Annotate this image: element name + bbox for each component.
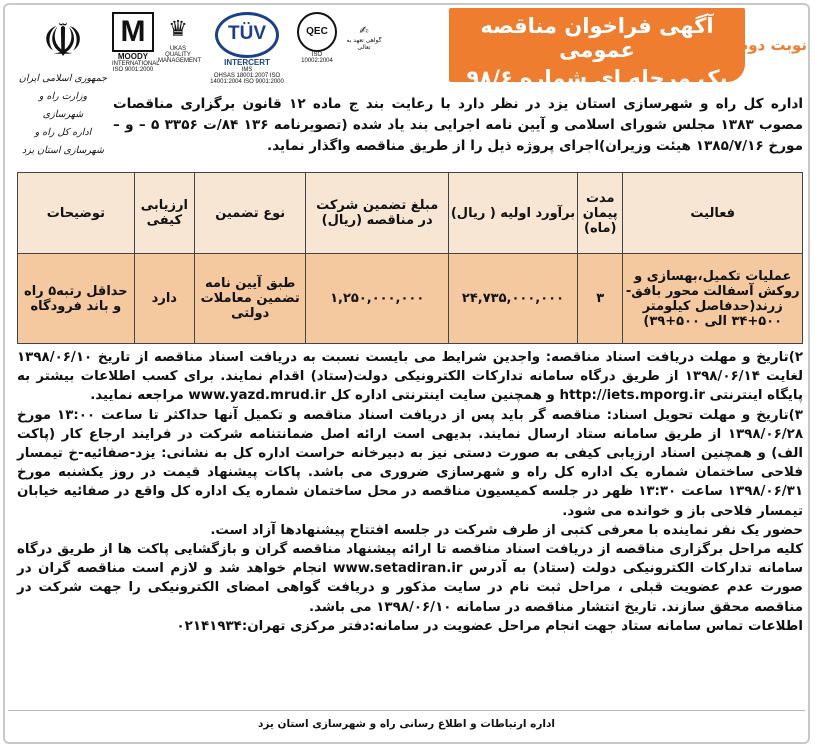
table-header-row: [18, 173, 803, 254]
publication-round: نوبت دوم: [737, 36, 807, 54]
emblem-line-3: اداره کل راه و شهرسازی استان یزد: [22, 127, 104, 156]
header-qualitative: ارزیابی کیفی: [134, 173, 194, 254]
emblem-icon: ☫: [42, 13, 84, 67]
cell-activity: عملیات تکمیل،بهسازی و روکش آسفالت محور بافق-زرند(حدفاصل کیلومتر ۵۰۰+۳۴ الی ۵۰۰+۳۹): [623, 254, 803, 344]
publisher-footer: اداره ارتباطات و اطلاع رسانی راه و شهرسازی استان یزد: [8, 710, 805, 737]
tender-banner: [449, 8, 745, 90]
crown-icon: ♛: [168, 16, 188, 41]
tuv-name: INTERCERT: [224, 58, 270, 67]
moody-logo: [112, 12, 160, 76]
cell-notes: حداقل رتبه۵ راه و باند فرودگاه: [18, 254, 135, 344]
ministry-emblem: [18, 10, 108, 160]
ukas-sub: QUALITY MANAGEMENT: [158, 52, 202, 64]
emblem-line-2: وزارت راه و شهرسازی: [38, 91, 88, 120]
header-notes: توضیحات: [18, 173, 135, 254]
cell-duration: ۳: [578, 254, 623, 344]
section-document-receipt: ۲)تاریخ و مهلت دریافت اسناد مناقصه: واجدین شرایط می بایست نسبت به دریافت اسناد مناقصه از تاریخ ۱۳۹۸/۰۶/۱۰ لغایت ۱۳۹۸/۰۶/۱۴ از طریق درگاه سامانه تدارکات الکترونیکی دولت(ستاد) اقدام نمایند. برای کسب اطلاعات بیشتر به پایگاه اینترنتی http://iets.mporg.ir و همچنین سایت اینترنتی اداره کل www.yazd.mrud.ir مراجعه نمایید.: [17, 350, 803, 404]
header-guarantee-amount: مبلغ تضمین شرکت در مناقصه (ریال): [306, 173, 448, 254]
moody-iso: ISO 9001:2000: [112, 67, 154, 73]
emblem-line-1: جمهوری اسلامی ایران: [18, 73, 108, 84]
cell-guarantee-type: طبق آیین نامه تضمین معاملات دولتی: [194, 254, 306, 344]
moody-sub: INTERNATIONAL: [112, 61, 160, 67]
moody-name: MOODY: [117, 52, 149, 61]
header-duration: مدت پیمان (ماه): [578, 173, 623, 254]
table-row: [18, 254, 803, 344]
signature-icon: ✍: [359, 24, 369, 37]
ukas-logo: [158, 12, 202, 76]
excellence-logo: [340, 12, 388, 76]
project-table: [17, 172, 803, 344]
certification-logos: [112, 12, 387, 85]
tuv-ims: IMS: [241, 67, 253, 73]
section-setad-portal: کلیه مراحل برگزاری مناقصه از دریافت اسناد مناقصه تا ارائه پیشنهاد مناقصه گران و بازگشایی پاکت ها از طریق درگاه سامانه تدارکات الکترونیکی دولت (ستاد) به آدرس www.setadiran.ir انجام خواهد شد و لازم است مناقصه گران در صورت عدم عضویت قبلی ، مراحل ثبت نام در سایت مذکور و دریافت گواهی امضای الکترونیکی را جهت شرکت در مناقصه محقق سازند. تاریخ انتشار مناقصه در سامانه ۱۳۹۸/۰۶/۱۰ می باشد.: [17, 542, 804, 615]
banner-title: آگهی فراخوان مناقصه عمومی: [480, 14, 714, 62]
section-document-delivery: ۳)تاریخ و مهلت تحویل اسناد: مناقصه گر باید پس از دریافت اسناد مناقصه و تکمیل آنها حداکثر تا ساعت ۱۳:۰۰ مورخ ۱۳۹۸/۰۶/۲۸ از طریق سامانه ستاد ارسال نمایند. بدیهی است ارائه اصل ضمانتنامه شرکت در فرایند ارجاع کار (پاکت الف) و همچنین اسناد ارزیابی کیفی به صورت دستی نیز به دبیرخانه حراست اداره کل به نشانی: یزد-صفائیه-خ تیمسار فلاحی ساختمان شماره یک اداره کل راه و شهرسازی ضروری می باشد. پاکات پیشنهاد قیمت در روز یکشنبه مورخ ۱۳۹۸/۰۶/۳۱ ساعت ۱۳:۳۰ ظهر در جلسه کمیسیون مناقصه در محل ساختمان شماره یک اداره کل واقع در صفائیه خیابان تیمسار فلاحی باز و خوانده می شود.: [17, 407, 804, 519]
intro-paragraph: اداره کل راه و شهرسازی استان یزد در نظر دارد با رعایت بند ج ماده ۱۲ قانون برگزاری مناقصات مصوب ۱۳۸۳ مجلس شورای اسلامی و آیین نامه اجرایی بند یاد شده (تصویرنامه ۱۳۶ ۸۴/ت ۳۳۵۶ ۵ – و – مورخ ۱۳۸۵/۷/۱۶ هیئت وزیران)اجرای پروژه ذیل را از طریق مناقصه واگذار نماید.: [113, 96, 803, 154]
tuv-logo: [204, 12, 290, 85]
qec-mark: QEC: [297, 12, 337, 52]
tuv-mark: TÜV: [215, 12, 279, 58]
header-estimate: برآورد اولیه ( ریال): [448, 173, 577, 254]
announcement-body: [17, 348, 803, 636]
section-attendance: حضور یک نفر نماینده با معرفی کتبی از طرف شرکت در جلسه افتتاح پیشنهادها آزاد است.: [210, 522, 803, 538]
qec-iso: ISO 10002:2004: [301, 52, 333, 64]
moody-mark: M: [112, 12, 154, 52]
cell-estimate: ۲۴,۷۳۵,۰۰۰,۰۰۰: [448, 254, 577, 344]
header-guarantee-type: نوع تضمین: [194, 173, 306, 254]
section-contact: اطلاعات تماس سامانه ستاد جهت انجام مراحل عضویت در سامانه:دفتر مرکزی تهران:۰۲۱۴۱۹۳۴: [176, 618, 803, 634]
excellence-caption: گواهی تعهد به تعالی: [346, 37, 382, 51]
ukas-name: UKAS: [169, 46, 187, 52]
cell-qualitative: دارد: [134, 254, 194, 344]
qec-logo: [296, 12, 338, 76]
tuv-iso: OHSAS 18001:2007 ISO 14001:2004 ISO 9001:2000: [210, 73, 284, 85]
banner-subtitle: یک مرحله ای شماره ۹۸/۶: [466, 66, 728, 90]
cell-guarantee-amount: ۱,۲۵۰,۰۰۰,۰۰۰: [306, 254, 448, 344]
header-activity: فعالیت: [623, 173, 803, 254]
